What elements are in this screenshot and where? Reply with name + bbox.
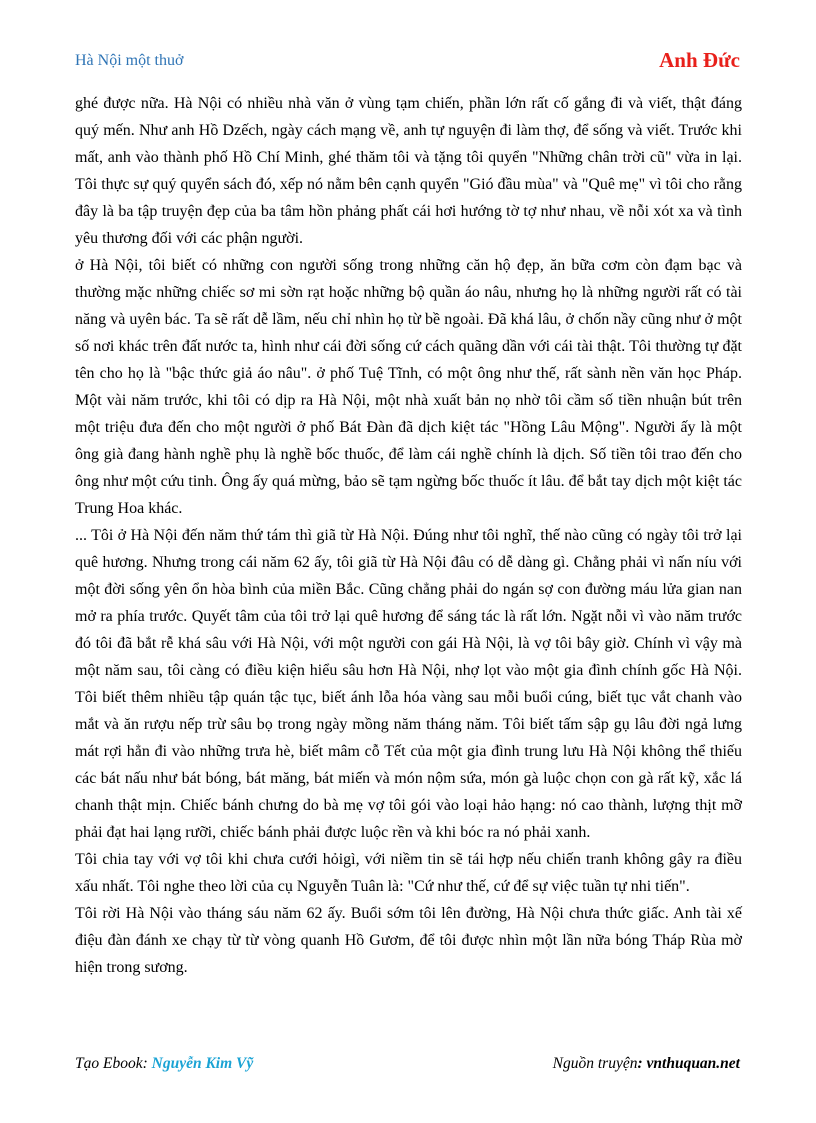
ebook-author: Nguyễn Kim Vỹ — [151, 1055, 254, 1072]
paragraph: Tôi chia tay với vợ tôi khi chưa cưới hỏigì, với niềm tin sẽ tái hợp nếu chiến tranh không gây ra điều xấu nhất. Tôi nghe theo lời của cụ Nguyễn Tuân là: "Cứ như thế, cứ để sự việc tuần tự nhi tiến". — [75, 851, 742, 895]
ebook-label: Tạo Ebook — [75, 1055, 143, 1072]
book-title: Hà Nội một thuở — [75, 52, 184, 69]
source-site: vnthuquan.net — [646, 1055, 740, 1072]
paragraph: Tôi rời Hà Nội vào tháng sáu năm 62 ấy. Buổi sớm tôi lên đường, Hà Nội chưa thức giấc. Anh tài xế điệu đàn đánh xe chạy từ từ vòng quanh Hồ Gươm, để tôi được nhìn một lần nữa bóng Tháp Rùa mờ hiện trong sương. — [75, 905, 742, 976]
paragraph: ghé được nữa. Hà Nội có nhiều nhà văn ở vùng tạm chiến, phần lớn rất cố gắng đi và viết, thật đáng quý mến. Như anh Hồ Dzếch, ngày cách mạng về, anh tự nguyện đi làm thợ, để sống và viết. Trước khi mất, anh vào thành phố Hồ Chí Minh, ghé thăm tôi và tặng tôi quyển "Những chân trời cũ" vừa in lại. Tôi thực sự quý quyển sách đó, xếp nó nằm bên cạnh quyển "Gió đầu mùa" và "Quê mẹ" vì tôi cho rằng đây là ba tập truyện đẹp của ba tâm hồn phảng phất cái hơi hướng tờ tợ như nhau, về nỗi xót xa và tình yêu thương đối với các phận người. — [75, 95, 742, 247]
source-credit — [553, 1055, 740, 1073]
author-name: Anh Đức — [659, 48, 740, 72]
source-separator: : — [637, 1055, 647, 1072]
paragraph: ở Hà Nội, tôi biết có những con người sống trong những căn hộ đẹp, ăn bữa cơm còn đạm bạc và thường mặc những chiếc sơ mi sờn rạt hoặc những bộ quần áo nâu, nhưng họ là những người rất có tài năng và uyên bác. Ta sẽ rất dễ lầm, nếu chỉ nhìn họ từ bề ngoài. Đã khá lâu, ở chốn nầy cũng như ở một số nơi khác trên đất nước ta, hình như cái đời sống cứ cách quãng dần với cái tài thật. Tôi thường tự đặt tên cho họ là "bậc thức giả áo nâu". ở phố Tuệ Tĩnh, có một ông như thế, rất sành nền văn học Pháp. Một vài năm trước, khi tôi có dịp ra Hà Nội, một nhà xuất bản nọ nhờ tôi cầm số tiền nhuận bút trên một triệu đưa đến cho một người ở phố Bát Đàn đã dịch kiệt tác "Hồng Lâu Mộng". Người ấy là một ông già đang hành nghề phụ là nghề bốc thuốc, để làm cái nghề chính là dịch. Số tiền tôi trao đến cho ông như một cứu tinh. Ông ấy quá mừng, bảo sẽ tạm ngừng bốc thuốc ít lâu. để bắt tay dịch một kiệt tác Trung Hoa khác. — [75, 257, 742, 517]
body-text — [75, 90, 742, 981]
ebook-separator: : — [142, 1055, 152, 1072]
paragraph: ... Tôi ở Hà Nội đến năm thứ tám thì giã từ Hà Nội. Đúng như tôi nghĩ, thế nào cũng có ngày tôi trở lại quê hương. Nhưng trong cái năm 62 ấy, tôi giã từ Hà Nội đâu có dễ dàng gì. Chẳng phải vì nấn níu với một đời sống yên ổn hòa bình của miền Bắc. Cũng chẳng phải do ngán sợ con đường máu lửa gian nan mở ra phía trước. Quyết tâm của tôi trở lại quê hương để sáng tác là rất lớn. Ngặt nỗi vì vào năm trước đó tôi đã bắt rễ khá sâu với Hà Nội, với một người con gái Hà Nội, là vợ tôi bây giờ. Chính vì vậy mà một năm sau, tôi càng có điều kiện hiểu sâu hơn Hà Nội, nhợ lọt vào một gia đình chính gốc Hà Nội. Tôi biết thêm nhiều tập quán tậc tục, biết ánh lỗa hóa vàng sau mỗi buổi cúng, biết tục vắt chanh vào mắt và ăn rượu nếp trừ sâu bọ trong ngày mồng năm tháng năm. Tôi biết tấm sập gụ lâu đời ngả lưng mát rợi hẳn đi vào những trưa hè, biết mâm cỗ Tết của một gia đình trung lưu Hà Nội không thể thiếu các bát nấu như bát bóng, bát măng, bát miến và món nộm sứa, món gà luộc chọn con gà rất kỹ, xắc lá chanh thật mịn. Chiếc bánh chưng do bà mẹ vợ tôi gói vào loại hảo hạng: nó cao thành, lượng thịt mỡ phải đạt hai lạng rưỡi, chiếc bánh phải được luộc rền và khi bóc ra nó phải xanh. — [75, 527, 742, 841]
source-label: Nguồn truyện — [552, 1055, 638, 1072]
ebook-credit — [75, 1055, 253, 1073]
